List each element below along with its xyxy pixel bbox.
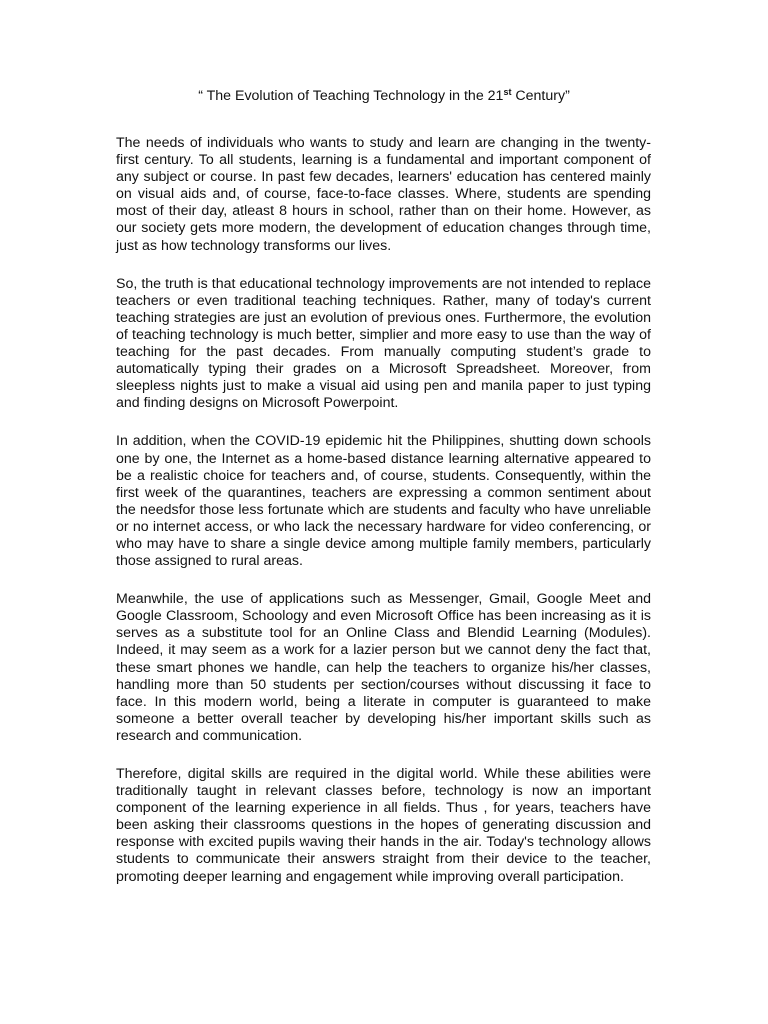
document-body: [116, 135, 651, 907]
paragraph-3: In addition, when the COVID-19 epidemic hit the Philippines, shutting down schools one by one, the Internet as a home-based distance learning alternative appeared to be a realistic choice for teachers and, of course, students. Consequently, within the first week of the quarantines, teachers are expressing a common sentiment about the needsfor those less fortunate which are students and faculty who have unreliable or no internet access, or who lack the necessary hardware for video conferencing, or who may have to share a single device among multiple family members, particularly those assigned to rural areas.: [116, 433, 651, 570]
title-text: “ The Evolution of Teaching Technology in the 21: [198, 88, 504, 104]
paragraph-5: Therefore, digital skills are required in the digital world. While these abilities were traditionally taught in relevant classes before, technology is now an important component of the learning experience in all fields. Thus , for years, teachers have been asking their classrooms questions in the hopes of generating discussion and response with excited pupils waving their hands in the air. Today's technology allows students to communicate their answers straight from their device to the teacher, promoting deeper learning and engagement while improving overall participation.: [116, 766, 651, 885]
title-superscript: st: [503, 87, 512, 97]
paragraph-4: Meanwhile, the use of applications such as Messenger, Gmail, Google Meet and Google Classroom, Schoology and even Microsoft Office has been increasing as it is serves as a substitute tool for an Online Class and Blendid Learning (Modules). Indeed, it may seem as a work for a lazier person but we cannot deny the fact that, these smart phones we handle, can help the teachers to organize his/her classes, handling more than 50 students per section/courses without discussing it face to face. In this modern world, being a literate in computer is guaranteed to make someone a better overall teacher by developing his/her important skills such as research and communication.: [116, 591, 651, 744]
paragraph-2: So, the truth is that educational technology improvements are not intended to replace teachers or even traditional teaching techniques. Rather, many of today's current teaching strategies are just an evolution of previous ones. Furthermore, the evolution of teaching technology is much better, simplier and more easy to use than the way of teaching for the past decades. From manually computing student’s grade to automatically typing their grades on a Microsoft Spreadsheet. Moreover, from sleepless nights just to make a visual aid using pen and manila paper to just typing and finding designs on Microsoft Powerpoint.: [116, 275, 651, 412]
paragraph-1: The needs of individuals who wants to study and learn are changing in the twenty-first century. To all students, learning is a fundamental and important component of any subject or course. In past few decades, learners' education has centered mainly on visual aids and, of course, face-to-face classes. Where, students are spending most of their day, atleast 8 hours in school, rather than on their home. However, as our society gets more modern, the development of education changes through time, just as how technology transforms our lives.: [116, 135, 651, 254]
title-suffix: Century”: [511, 88, 570, 104]
document-title: [0, 87, 768, 105]
